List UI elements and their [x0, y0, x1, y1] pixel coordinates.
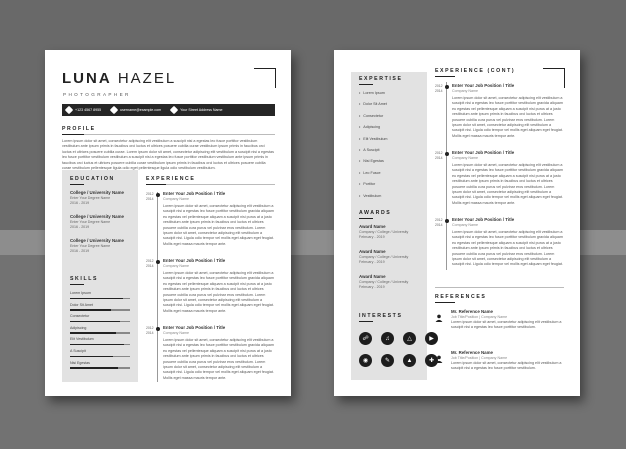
timeline-dot	[156, 327, 160, 331]
education-item	[70, 190, 136, 206]
skill-level-bar	[70, 298, 123, 300]
reference-text: Lorem ipsum dolor sit amet, consectetur adipiscing elit vestibulum a suscipit nisi a egestas leo fusce porttitor vestibulum.	[451, 361, 562, 371]
award-name: Award Name	[359, 224, 386, 229]
awards-underline	[359, 218, 373, 219]
timeline-dot	[445, 85, 449, 89]
skill-level-bar	[70, 356, 113, 358]
expertise-item: • Adipiscing	[359, 122, 387, 133]
experience-company: Company Name	[452, 89, 478, 93]
email-text: username@example.com	[120, 108, 162, 112]
reference-item	[451, 350, 563, 372]
reference-name: Mr. Reference Name	[451, 309, 493, 314]
skill-level-bar	[70, 321, 120, 323]
education-underline	[70, 184, 84, 185]
experience-cont-underline	[435, 76, 455, 77]
profile-heading: PROFILE	[62, 126, 96, 132]
award-date: February - 2019	[359, 260, 385, 264]
name-first: LUNA	[62, 70, 112, 87]
mountain-bike-icon: △	[403, 332, 416, 345]
interests-heading: INTERESTS	[359, 313, 403, 319]
email-icon	[110, 106, 118, 114]
phone-text: +123 4567 8955	[75, 108, 102, 112]
resume-role: PHOTOGRAPHER	[63, 92, 131, 97]
expertise-item: • Dolor Sit Amet	[359, 99, 387, 110]
corner-decoration	[254, 68, 276, 88]
award-item	[359, 274, 425, 290]
experience-timeline	[157, 192, 158, 382]
experience-company: Company Name	[452, 223, 478, 227]
skill-label: Lorem Ipsum	[70, 291, 91, 295]
experience-item	[452, 217, 564, 274]
education-years: 2016 - 2019	[70, 249, 90, 253]
reference-text: Lorem ipsum dolor sit amet, consectetur adipiscing elit vestibulum a suscipit nisi a egestas leo fusce porttitor vestibulum.	[451, 320, 562, 330]
experience-company: Company Name	[163, 197, 189, 201]
award-name: Award Name	[359, 274, 386, 279]
experience-company: Company Name	[452, 156, 478, 160]
experience-timeline	[446, 82, 447, 270]
skill-label: Adipiscing	[70, 325, 87, 330]
experience-year-start: 2012	[435, 218, 443, 222]
expertise-heading: EXPERTISE	[359, 76, 403, 82]
skill-label: A Suscipit	[70, 349, 86, 353]
award-name: Award Name	[359, 249, 386, 254]
experience-title: Enter Your Job Position / Title	[163, 258, 226, 263]
references-top-divider	[435, 287, 564, 288]
expertise-item: • Lorem Ipsum	[359, 88, 387, 99]
contact-bar	[62, 104, 275, 116]
experience-year-start: 2012	[146, 259, 154, 263]
profile-divider	[62, 134, 275, 135]
expertise-item: • Consectetur	[359, 111, 387, 122]
experience-description: Lorem ipsum dolor sit amet, consectetur adipiscing elit vestibulum a suscipit nisi a egestas leo fusce porttitor vestibulum gravida aliquam eu egestas vel pellentesque aliquam a suscipit nisi purus at a justo vestibulum ante ipsum primis in faucibus orci luctus et ultrices posuere cubilia cura purus vel pulvinar eros vestibulum. Lorem ipsum dolor sit amet, consectetur adipiscing elit vestibulum a suscipit nisi. Ligula odio tempor vel mollis eget aliquam eget feugiat. Mollis eget massa mauris tempor ante.	[163, 204, 274, 246]
resume-page-1	[45, 50, 291, 396]
chat-icon: ✎	[381, 354, 394, 367]
experience-company: Company Name	[163, 331, 189, 335]
expertise-item: • Vestibulum	[359, 191, 387, 202]
experience-year-end: 2014	[146, 264, 154, 268]
education-years: 2016 - 2019	[70, 201, 90, 205]
experience-year-start: 2012	[435, 151, 443, 155]
expertise-list	[359, 88, 387, 202]
experience-item	[452, 83, 564, 140]
skill-label: Dolor Sit Amet	[70, 302, 93, 307]
experience-year-end: 2014	[435, 223, 443, 227]
profile-text: Lorem ipsum dolor sit amet, consectetur adipiscing elit vestibulum a suscipit nisi a egestas leo fusce porttitor vestibulum vestibulum ante ipsum primis in faucibus orci luctus et ultrices posuere cubilia curae vestibulum ipsum primis in faucibus orci luctus et ultrices posuere cubilia curae. Lorem ipsum dolor sit amet, consectetur adipiscing elit vestibulum a suscipit nisi a egestas leo fusce porttitor vestibulum vestibulum a suscipit nisi a egestas leo fusce porttitor vestibulum vestibulum ante ipsum primis in faucibus orci luctus et ultrices posuere cubilia curae vestibulum ipsum primis in faucibus orci luctus et ultrices posuere cubilia curae vestibulum pellentesque ligula odio eget pellentesque ligula odio vestibulum vestibulum.	[62, 139, 274, 171]
contact-phone	[66, 107, 101, 113]
experience-item	[163, 258, 275, 315]
experience-underline	[146, 184, 166, 185]
award-date: February - 2019	[359, 285, 385, 289]
globe-icon: ☍	[359, 332, 372, 345]
experience-cont-heading: EXPERIENCE (CONT)	[435, 68, 516, 74]
timeline-dot	[445, 219, 449, 223]
experience-title: Enter Your Job Position / Title	[452, 217, 515, 222]
person-icon	[435, 350, 443, 368]
experience-year-start: 2012	[435, 84, 443, 88]
experience-company: Company Name	[163, 264, 189, 268]
skill-level-bar	[70, 344, 124, 346]
experience-title: Enter Your Job Position / Title	[452, 150, 515, 155]
contact-address	[171, 107, 222, 113]
experience-item	[163, 325, 275, 382]
award-org: Company / College / University	[359, 230, 409, 234]
reference-title: Job Title/Position | Company Name	[451, 356, 508, 360]
education-school: College / University Name	[70, 214, 124, 219]
experience-description: Lorem ipsum dolor sit amet, consectetur adipiscing elit vestibulum a suscipit nisi a egestas leo fusce porttitor vestibulum gravida aliquam eu egestas vel pellentesque aliquam a suscipit nisi purus at a justo vestibulum ante ipsum primis in faucibus orci luctus et ultrices posuere cubilia cura purus vel pulvinar eros vestibulum. Lorem ipsum dolor sit amet, consectetur adipiscing elit vestibulum a suscipit nisi. Ligula odio tempor vel mollis eget aliquam eget feugiat.	[452, 230, 563, 267]
expertise-underline	[359, 84, 373, 85]
award-org: Company / College / University	[359, 280, 409, 284]
awards-heading: AWARDS	[359, 210, 392, 216]
education-degree: Enter Your Degree Name	[70, 196, 111, 200]
education-heading: EDUCATION	[70, 176, 115, 182]
experience-item	[163, 191, 275, 248]
education-item	[70, 238, 136, 254]
experience-heading: EXPERIENCE	[146, 176, 196, 182]
award-item	[359, 224, 425, 240]
award-date: February - 2019	[359, 235, 385, 239]
education-school: College / University Name	[70, 190, 124, 195]
expertise-item: • Nisi Egestas	[359, 156, 387, 167]
experience-description: Lorem ipsum dolor sit amet, consectetur adipiscing elit vestibulum a suscipit nisi a egestas leo fusce porttitor vestibulum gravida aliquam eu egestas vel pellentesque aliquam a suscipit nisi purus at a justo vestibulum ante ipsum primis in faucibus orci luctus et ultrices posuere cubilia cura purus vel pulvinar eros vestibulum. Lorem ipsum dolor sit amet, consectetur adipiscing elit vestibulum a suscipit nisi. Ligula odio tempor vel mollis eget aliquam eget feugiat. Mollis eget massa mauris tempor ante.	[452, 96, 563, 138]
experience-title: Enter Your Job Position / Title	[452, 83, 515, 88]
phone-icon	[65, 106, 73, 114]
education-school: College / University Name	[70, 238, 124, 243]
play-icon: ▶	[425, 332, 438, 345]
reference-title: Job Title/Position | Company Name	[451, 315, 508, 319]
location-icon	[170, 106, 178, 114]
skills-heading: SKILLS	[70, 276, 99, 282]
shoe-icon: ▲	[403, 354, 416, 367]
gamepad-icon: ✚	[425, 354, 438, 367]
award-org: Company / College / University	[359, 255, 409, 259]
education-item	[70, 214, 136, 230]
experience-year-end: 2014	[435, 89, 443, 93]
reference-item	[451, 309, 563, 331]
experience-item	[452, 150, 564, 207]
experience-description: Lorem ipsum dolor sit amet, consectetur adipiscing elit vestibulum a suscipit nisi a egestas leo fusce porttitor vestibulum gravida aliquam eu egestas vel pellentesque aliquam a suscipit nisi purus at a justo vestibulum ante ipsum primis in faucibus orci luctus et ultrices posuere cubilia cura purus vel pulvinar eros vestibulum. Lorem ipsum dolor sit amet, consectetur adipiscing elit vestibulum a suscipit nisi. Ligula odio tempor vel mollis eget aliquam eget feugiat. Mollis eget massa mauris tempor ante.	[163, 338, 274, 380]
experience-year-end: 2014	[146, 331, 154, 335]
skills-underline	[70, 284, 84, 285]
skill-level-bar	[70, 367, 118, 369]
experience-year-start: 2012	[146, 192, 154, 196]
experience-year-start: 2012	[146, 326, 154, 330]
references-heading: REFERENCES	[435, 294, 487, 300]
skill-label: Elit Vestibulum	[70, 337, 94, 342]
skill-label: Nisi Egestas	[70, 360, 90, 365]
address-text: Your Street Address Name	[180, 108, 223, 112]
music-icon: ♫	[381, 332, 394, 345]
expertise-item: • Leo Fusce	[359, 168, 387, 179]
references-underline	[435, 302, 455, 303]
reference-name: Mr. Reference Name	[451, 350, 493, 355]
experience-title: Enter Your Job Position / Title	[163, 191, 226, 196]
timeline-dot	[156, 260, 160, 264]
resume-page-2	[334, 50, 580, 396]
resume-name	[62, 70, 176, 87]
education-degree: Enter Your Degree Name	[70, 244, 111, 248]
experience-description: Lorem ipsum dolor sit amet, consectetur adipiscing elit vestibulum a suscipit nisi a egestas leo fusce porttitor vestibulum gravida aliquam eu egestas vel pellentesque aliquam a suscipit nisi purus at a justo vestibulum ante ipsum primis in faucibus orci luctus et ultrices posuere cubilia cura purus vel pulvinar eros vestibulum. Lorem ipsum dolor sit amet, consectetur adipiscing elit vestibulum a suscipit nisi. Ligula odio tempor vel mollis eget aliquam eget feugiat. Mollis eget massa mauris tempor ante.	[452, 163, 563, 205]
expertise-item: • Portitor	[359, 179, 387, 190]
experience-year-end: 2014	[146, 197, 154, 201]
skill-level-bar	[70, 309, 111, 311]
skill-level-bar	[70, 332, 116, 334]
interests-underline	[359, 321, 373, 322]
experience-year-end: 2014	[435, 156, 443, 160]
expertise-item: • Elit Vestibulum	[359, 134, 387, 145]
profile-underline	[62, 134, 84, 135]
skill-label: Consectetur	[70, 314, 90, 319]
reel-icon: ◉	[359, 354, 372, 367]
timeline-dot	[156, 193, 160, 197]
award-item	[359, 249, 425, 265]
education-degree: Enter Your Degree Name	[70, 220, 111, 224]
education-years: 2016 - 2019	[70, 225, 90, 229]
expertise-item: • A Suscipit	[359, 145, 387, 156]
timeline-dot	[445, 152, 449, 156]
experience-title: Enter Your Job Position / Title	[163, 325, 226, 330]
experience-description: Lorem ipsum dolor sit amet, consectetur adipiscing elit vestibulum a suscipit nisi a egestas leo fusce porttitor vestibulum gravida aliquam eu egestas vel pellentesque aliquam a suscipit nisi purus at a justo vestibulum ante ipsum primis in faucibus orci luctus et ultrices posuere cubilia cura purus vel pulvinar eros vestibulum. Lorem ipsum dolor sit amet, consectetur adipiscing elit vestibulum a suscipit nisi. Ligula odio tempor vel mollis eget aliquam eget feugiat. Mollis eget massa mauris tempor ante.	[163, 271, 274, 313]
contact-email	[111, 107, 161, 113]
person-icon	[435, 309, 443, 327]
name-last: HAZEL	[117, 70, 177, 87]
